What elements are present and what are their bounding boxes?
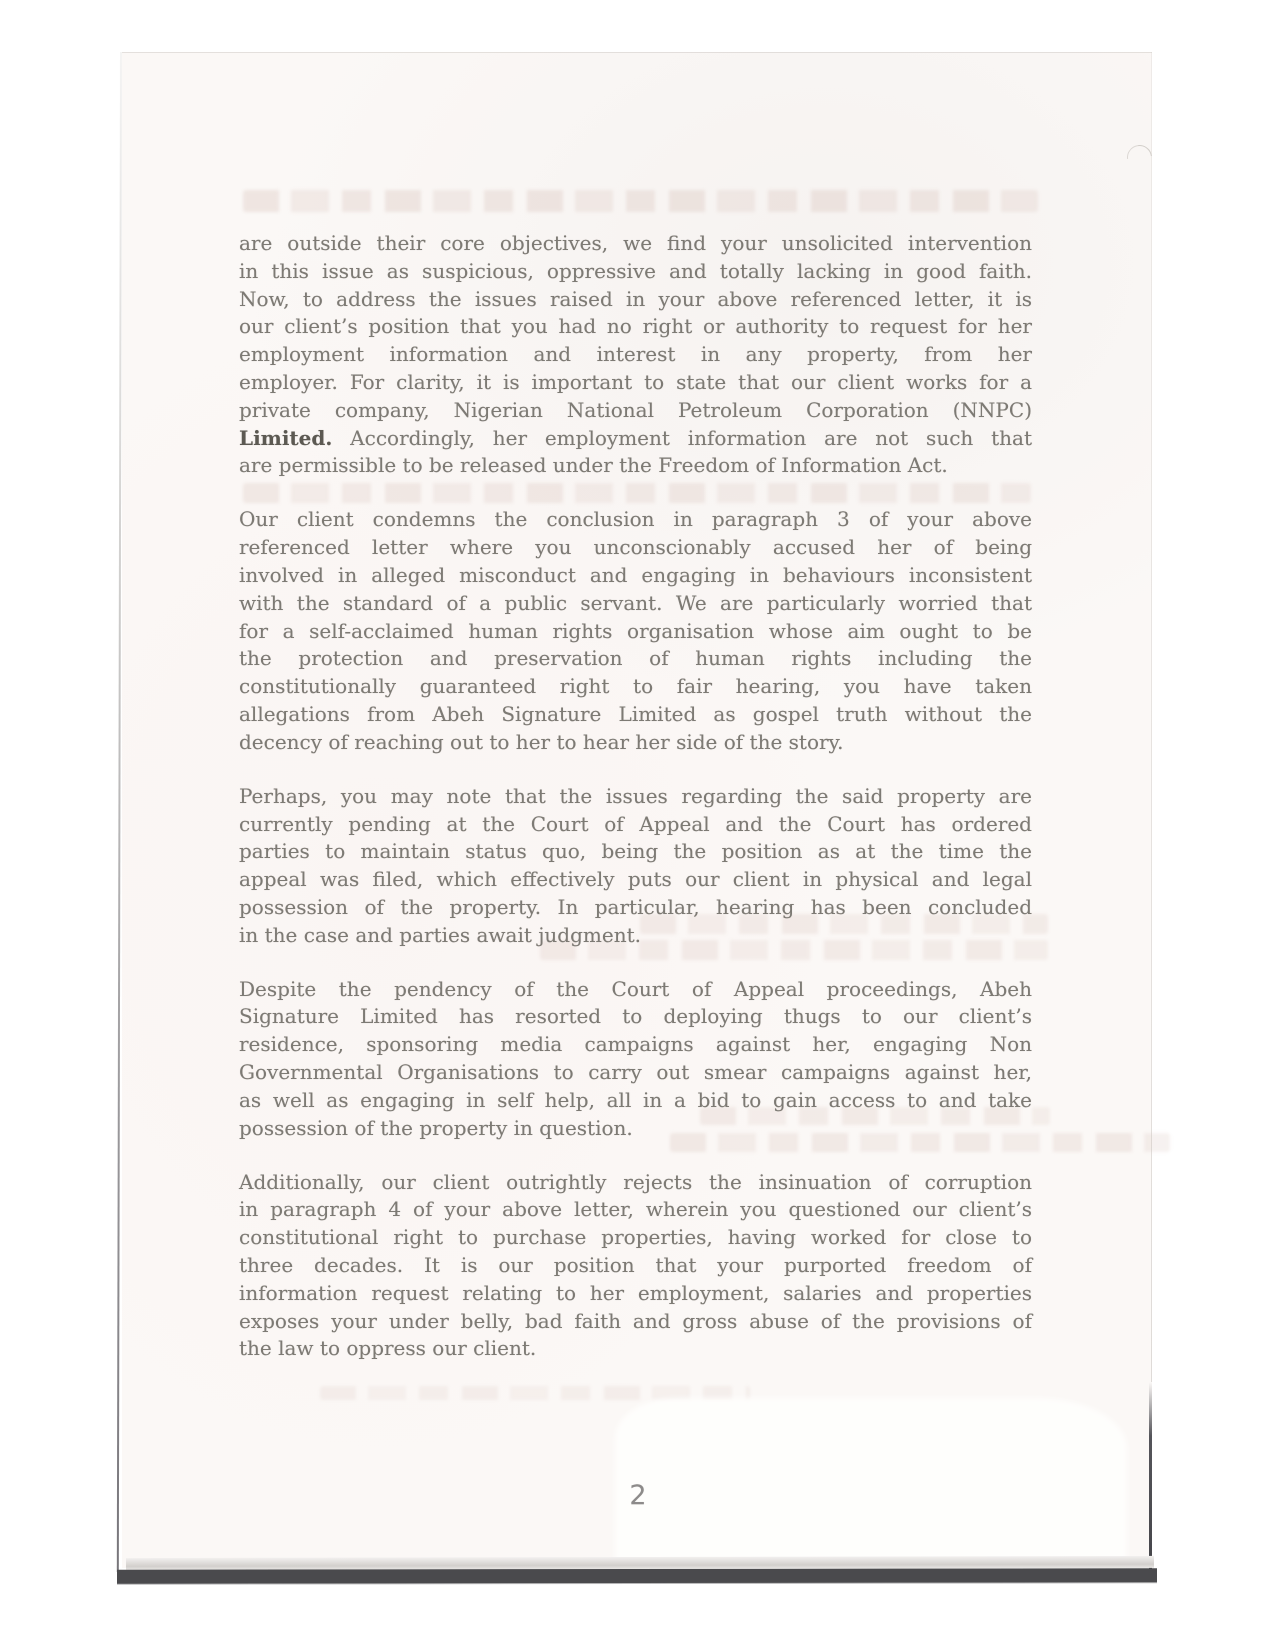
text-line: parties to maintain status quo, being the position as at the time the bbox=[239, 839, 1032, 864]
letter-paragraph-4 bbox=[239, 976, 1032, 1143]
bleedthrough-text-line bbox=[243, 190, 1038, 212]
text-line: three decades. It is our position that your purported freedom of bbox=[239, 1253, 1032, 1278]
text-line: Signature Limited has resorted to deploying thugs to our client’s bbox=[239, 1004, 1032, 1029]
text-line: in this issue as suspicious, oppressive and totally lacking in good faith. bbox=[239, 258, 1032, 283]
text-line: with the standard of a public servant. We are particularly worried that bbox=[239, 590, 1032, 615]
page-number: 2 bbox=[629, 1480, 647, 1511]
scanned-letter-page bbox=[122, 52, 1152, 1568]
text-line: information request relating to her employment, salaries and properties bbox=[239, 1280, 1032, 1305]
scanner-shadow-band bbox=[117, 1568, 1157, 1583]
text-line: decency of reaching out to her to hear her side of the story. bbox=[239, 729, 844, 754]
text-line: residence, sponsoring media campaigns against her, engaging Non bbox=[239, 1032, 1032, 1057]
text-line: Perhaps, you may note that the issues regarding the said property are bbox=[239, 783, 1032, 808]
scan-light-patch bbox=[615, 1398, 1127, 1568]
page-right-edge-line bbox=[1151, 52, 1152, 1382]
text-line bbox=[239, 425, 1032, 453]
page-right-edge-shadow bbox=[1149, 1382, 1152, 1574]
text-line: are permissible to be released under the Freedom of Information Act. bbox=[239, 453, 948, 478]
text-line: Our client condemns the conclusion in paragraph 3 of your above bbox=[239, 507, 1032, 532]
text-line: appeal was filed, which effectively puts our client in physical and legal bbox=[239, 867, 1032, 892]
text-line-rest: Accordingly, her employment information are not such that bbox=[332, 425, 1032, 450]
text-line: Now, to address the issues raised in your above referenced letter, it is bbox=[239, 286, 1032, 311]
text-line: constitutional right to purchase properties, having worked for close to bbox=[239, 1225, 1032, 1250]
text-line: are outside their core objectives, we find your unsolicited intervention bbox=[239, 231, 1032, 255]
text-line: possession of the property in question. bbox=[239, 1115, 633, 1140]
text-line: the law to oppress our client. bbox=[239, 1336, 537, 1361]
text-line: currently pending at the Court of Appeal and the Court has ordered bbox=[239, 811, 1032, 836]
text-line: in paragraph 4 of your above letter, wherein you questioned our client’s bbox=[239, 1197, 1032, 1222]
text-line: private company, Nigerian National Petroleum Corporation (NNPC) bbox=[239, 397, 1032, 422]
text-line: as well as engaging in self help, all in a bid to gain access to and take bbox=[239, 1087, 1032, 1112]
text-line: involved in alleged misconduct and engaging in behaviours inconsistent bbox=[239, 562, 1032, 587]
letter-paragraph-3 bbox=[239, 783, 1032, 950]
text-line: constitutionally guaranteed right to fair hearing, you have taken bbox=[239, 674, 1032, 699]
text-line: the protection and preservation of human rights including the bbox=[239, 646, 1032, 671]
text-line: allegations from Abeh Signature Limited as gospel truth without the bbox=[239, 701, 1032, 726]
letter-paragraph-5 bbox=[239, 1169, 1032, 1364]
letter-body bbox=[239, 230, 1032, 1363]
text-line: exposes your under belly, bad faith and gross abuse of the provisions of bbox=[239, 1308, 1032, 1333]
text-line: Despite the pendency of the Court of Appeal proceedings, Abeh bbox=[239, 976, 1032, 1001]
text-line: referenced letter where you unconscionably accused her of being bbox=[239, 535, 1032, 560]
letter-paragraph-2 bbox=[239, 506, 1032, 756]
text-line: for a self-acclaimed human rights organisation whose aim ought to be bbox=[239, 618, 1032, 643]
letter-paragraph-1 bbox=[239, 230, 1032, 480]
text-line: employer. For clarity, it is important to state that our client works for a bbox=[239, 369, 1032, 394]
bold-company-name: Limited. bbox=[239, 425, 333, 450]
text-line: Additionally, our client outrightly rejects the insinuation of corruption bbox=[239, 1169, 1032, 1194]
text-line: in the case and parties await judgment. bbox=[239, 922, 641, 947]
text-line: possession of the property. In particular, hearing has been concluded bbox=[239, 894, 1032, 919]
text-line: Governmental Organisations to carry out smear campaigns against her, bbox=[239, 1060, 1032, 1085]
text-line: our client’s position that you had no right or authority to request for her bbox=[239, 314, 1032, 339]
text-line: employment information and interest in any property, from her bbox=[239, 342, 1032, 367]
